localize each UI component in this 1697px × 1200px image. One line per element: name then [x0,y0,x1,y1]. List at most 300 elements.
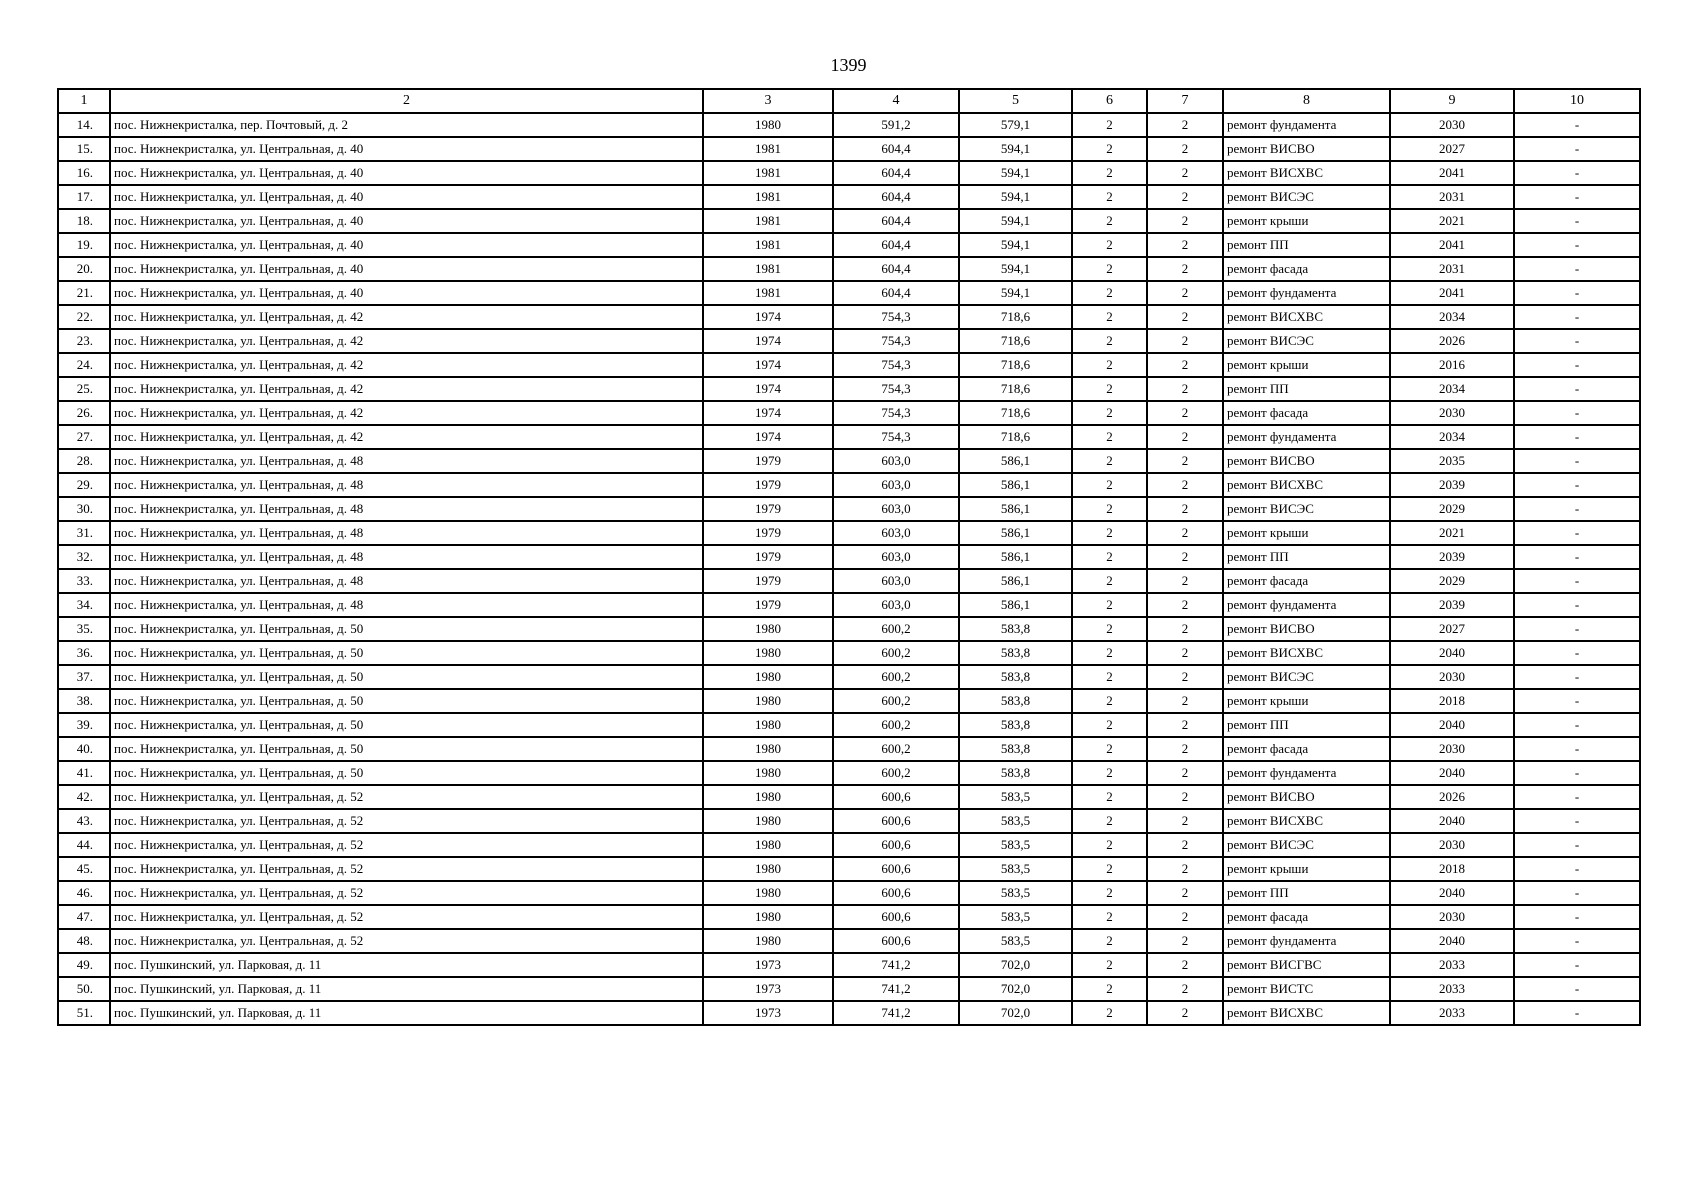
page-number: 1399 [830,55,867,75]
entrances-cell: 2 [1147,1001,1223,1025]
note-cell: - [1514,929,1640,953]
work-type-cell: ремонт ВИСЭС [1223,185,1390,209]
floors-cell: 2 [1072,929,1147,953]
total-area-cell: 604,4 [833,161,959,185]
total-area-cell: 600,6 [833,857,959,881]
planned-year-cell: 2041 [1390,233,1514,257]
floors-cell: 2 [1072,521,1147,545]
total-area-cell: 604,4 [833,209,959,233]
floors-cell: 2 [1072,473,1147,497]
row-number-cell: 46. [58,881,110,905]
planned-year-cell: 2026 [1390,785,1514,809]
planned-year-cell: 2027 [1390,137,1514,161]
entrances-cell: 2 [1147,329,1223,353]
total-area-cell: 754,3 [833,353,959,377]
address-cell: пос. Нижнекристалка, ул. Центральная, д. 52 [110,857,703,881]
floors-cell: 2 [1072,617,1147,641]
planned-year-cell: 2040 [1390,641,1514,665]
living-area-cell: 594,1 [959,233,1072,257]
living-area-cell: 583,8 [959,713,1072,737]
floors-cell: 2 [1072,185,1147,209]
note-cell: - [1514,305,1640,329]
year-built-cell: 1980 [703,617,833,641]
year-built-cell: 1980 [703,809,833,833]
floors-cell: 2 [1072,785,1147,809]
address-cell: пос. Нижнекристалка, ул. Центральная, д. 52 [110,809,703,833]
work-type-cell: ремонт ВИСВО [1223,785,1390,809]
work-type-cell: ремонт ПП [1223,377,1390,401]
row-number-cell: 32. [58,545,110,569]
work-type-cell: ремонт ВИСЭС [1223,329,1390,353]
address-cell: пос. Нижнекристалка, ул. Центральная, д. 42 [110,305,703,329]
floors-cell: 2 [1072,689,1147,713]
note-cell: - [1514,641,1640,665]
total-area-cell: 741,2 [833,953,959,977]
entrances-cell: 2 [1147,185,1223,209]
year-built-cell: 1981 [703,185,833,209]
row-number-cell: 34. [58,593,110,617]
note-cell: - [1514,833,1640,857]
year-built-cell: 1973 [703,1001,833,1025]
table-row [58,209,1640,233]
planned-year-cell: 2039 [1390,545,1514,569]
planned-year-cell: 2033 [1390,953,1514,977]
table-row [58,161,1640,185]
floors-cell: 2 [1072,857,1147,881]
work-type-cell: ремонт ВИСХВС [1223,161,1390,185]
address-cell: пос. Нижнекристалка, ул. Центральная, д. 42 [110,401,703,425]
row-number-cell: 26. [58,401,110,425]
table-row [58,761,1640,785]
table-row [58,857,1640,881]
floors-cell: 2 [1072,977,1147,1001]
living-area-cell: 718,6 [959,401,1072,425]
table-row [58,881,1640,905]
year-built-cell: 1979 [703,569,833,593]
living-area-cell: 594,1 [959,137,1072,161]
work-type-cell: ремонт фасада [1223,401,1390,425]
work-type-cell: ремонт ВИСХВС [1223,641,1390,665]
row-number-cell: 18. [58,209,110,233]
row-number-cell: 14. [58,113,110,137]
table-header [58,89,1640,113]
address-cell: пос. Нижнекристалка, ул. Центральная, д. 40 [110,257,703,281]
total-area-cell: 741,2 [833,977,959,1001]
table-row [58,329,1640,353]
work-type-cell: ремонт крыши [1223,353,1390,377]
table-row [58,689,1640,713]
year-built-cell: 1981 [703,137,833,161]
floors-cell: 2 [1072,761,1147,785]
living-area-cell: 586,1 [959,545,1072,569]
year-built-cell: 1980 [703,737,833,761]
row-number-cell: 50. [58,977,110,1001]
entrances-cell: 2 [1147,497,1223,521]
work-type-cell: ремонт фундамента [1223,761,1390,785]
table-row [58,953,1640,977]
address-cell: пос. Нижнекристалка, ул. Центральная, д. 48 [110,569,703,593]
planned-year-cell: 2033 [1390,1001,1514,1025]
column-header-7: 7 [1147,89,1223,113]
entrances-cell: 2 [1147,425,1223,449]
living-area-cell: 718,6 [959,425,1072,449]
table-row [58,929,1640,953]
table-row [58,257,1640,281]
total-area-cell: 603,0 [833,473,959,497]
note-cell: - [1514,881,1640,905]
total-area-cell: 600,6 [833,905,959,929]
living-area-cell: 702,0 [959,977,1072,1001]
total-area-cell: 600,6 [833,809,959,833]
address-cell: пос. Нижнекристалка, ул. Центральная, д. 52 [110,833,703,857]
planned-year-cell: 2034 [1390,377,1514,401]
row-number-cell: 30. [58,497,110,521]
living-area-cell: 583,8 [959,737,1072,761]
address-cell: пос. Нижнекристалка, ул. Центральная, д. 50 [110,737,703,761]
living-area-cell: 594,1 [959,281,1072,305]
row-number-cell: 48. [58,929,110,953]
work-type-cell: ремонт крыши [1223,209,1390,233]
total-area-cell: 600,2 [833,737,959,761]
year-built-cell: 1980 [703,761,833,785]
floors-cell: 2 [1072,113,1147,137]
address-cell: пос. Нижнекристалка, ул. Центральная, д. 50 [110,689,703,713]
row-number-cell: 35. [58,617,110,641]
entrances-cell: 2 [1147,377,1223,401]
address-cell: пос. Нижнекристалка, ул. Центральная, д. 42 [110,329,703,353]
living-area-cell: 583,5 [959,929,1072,953]
column-header-6: 6 [1072,89,1147,113]
entrances-cell: 2 [1147,833,1223,857]
planned-year-cell: 2040 [1390,881,1514,905]
year-built-cell: 1981 [703,281,833,305]
work-type-cell: ремонт ВИСВО [1223,617,1390,641]
note-cell: - [1514,281,1640,305]
entrances-cell: 2 [1147,281,1223,305]
row-number-cell: 36. [58,641,110,665]
address-cell: пос. Нижнекристалка, ул. Центральная, д. 50 [110,665,703,689]
entrances-cell: 2 [1147,761,1223,785]
entrances-cell: 2 [1147,473,1223,497]
note-cell: - [1514,545,1640,569]
note-cell: - [1514,593,1640,617]
note-cell: - [1514,497,1640,521]
work-type-cell: ремонт фундамента [1223,593,1390,617]
living-area-cell: 702,0 [959,953,1072,977]
row-number-cell: 16. [58,161,110,185]
row-number-cell: 40. [58,737,110,761]
living-area-cell: 583,8 [959,761,1072,785]
entrances-cell: 2 [1147,569,1223,593]
total-area-cell: 603,0 [833,521,959,545]
living-area-cell: 583,5 [959,833,1072,857]
living-area-cell: 718,6 [959,329,1072,353]
row-number-cell: 22. [58,305,110,329]
address-cell: пос. Нижнекристалка, ул. Центральная, д. 48 [110,497,703,521]
note-cell: - [1514,1001,1640,1025]
living-area-cell: 579,1 [959,113,1072,137]
floors-cell: 2 [1072,497,1147,521]
floors-cell: 2 [1072,1001,1147,1025]
address-cell: пос. Нижнекристалка, пер. Почтовый, д. 2 [110,113,703,137]
address-cell: пос. Нижнекристалка, ул. Центральная, д. 42 [110,353,703,377]
year-built-cell: 1980 [703,881,833,905]
floors-cell: 2 [1072,881,1147,905]
work-type-cell: ремонт крыши [1223,857,1390,881]
planned-year-cell: 2016 [1390,353,1514,377]
note-cell: - [1514,761,1640,785]
row-number-cell: 33. [58,569,110,593]
total-area-cell: 741,2 [833,1001,959,1025]
entrances-cell: 2 [1147,257,1223,281]
planned-year-cell: 2030 [1390,113,1514,137]
note-cell: - [1514,137,1640,161]
work-type-cell: ремонт ВИСХВС [1223,809,1390,833]
row-number-cell: 31. [58,521,110,545]
floors-cell: 2 [1072,281,1147,305]
row-number-cell: 27. [58,425,110,449]
total-area-cell: 600,2 [833,761,959,785]
year-built-cell: 1981 [703,233,833,257]
note-cell: - [1514,905,1640,929]
year-built-cell: 1974 [703,377,833,401]
column-header-5: 5 [959,89,1072,113]
total-area-cell: 603,0 [833,449,959,473]
living-area-cell: 583,8 [959,689,1072,713]
floors-cell: 2 [1072,425,1147,449]
column-header-4: 4 [833,89,959,113]
table-row [58,665,1640,689]
table-row [58,449,1640,473]
entrances-cell: 2 [1147,617,1223,641]
floors-cell: 2 [1072,137,1147,161]
floors-cell: 2 [1072,905,1147,929]
row-number-cell: 44. [58,833,110,857]
address-cell: пос. Нижнекристалка, ул. Центральная, д. 50 [110,641,703,665]
row-number-cell: 38. [58,689,110,713]
year-built-cell: 1974 [703,329,833,353]
note-cell: - [1514,425,1640,449]
work-type-cell: ремонт ВИСВО [1223,137,1390,161]
note-cell: - [1514,209,1640,233]
total-area-cell: 754,3 [833,305,959,329]
planned-year-cell: 2030 [1390,665,1514,689]
column-header-2: 2 [110,89,703,113]
year-built-cell: 1980 [703,905,833,929]
year-built-cell: 1979 [703,473,833,497]
note-cell: - [1514,473,1640,497]
year-built-cell: 1979 [703,521,833,545]
row-number-cell: 28. [58,449,110,473]
work-type-cell: ремонт ВИСЭС [1223,665,1390,689]
address-cell: пос. Нижнекристалка, ул. Центральная, д. 40 [110,137,703,161]
address-cell: пос. Нижнекристалка, ул. Центральная, д. 52 [110,881,703,905]
work-type-cell: ремонт фасада [1223,737,1390,761]
note-cell: - [1514,857,1640,881]
living-area-cell: 594,1 [959,161,1072,185]
floors-cell: 2 [1072,641,1147,665]
address-cell: пос. Нижнекристалка, ул. Центральная, д. 50 [110,713,703,737]
address-cell: пос. Нижнекристалка, ул. Центральная, д. 40 [110,281,703,305]
note-cell: - [1514,113,1640,137]
living-area-cell: 586,1 [959,449,1072,473]
note-cell: - [1514,521,1640,545]
living-area-cell: 594,1 [959,185,1072,209]
planned-year-cell: 2034 [1390,305,1514,329]
column-header-1: 1 [58,89,110,113]
planned-year-cell: 2027 [1390,617,1514,641]
table-row [58,713,1640,737]
year-built-cell: 1980 [703,857,833,881]
floors-cell: 2 [1072,665,1147,689]
total-area-cell: 754,3 [833,425,959,449]
note-cell: - [1514,449,1640,473]
note-cell: - [1514,689,1640,713]
living-area-cell: 586,1 [959,569,1072,593]
work-type-cell: ремонт крыши [1223,689,1390,713]
living-area-cell: 594,1 [959,257,1072,281]
table-body [58,113,1640,1025]
table-row [58,641,1640,665]
table-row [58,305,1640,329]
entrances-cell: 2 [1147,521,1223,545]
planned-year-cell: 2041 [1390,161,1514,185]
living-area-cell: 583,5 [959,809,1072,833]
entrances-cell: 2 [1147,305,1223,329]
planned-year-cell: 2040 [1390,929,1514,953]
total-area-cell: 604,4 [833,137,959,161]
table-row [58,833,1640,857]
address-cell: пос. Нижнекристалка, ул. Центральная, д. 40 [110,161,703,185]
planned-year-cell: 2029 [1390,569,1514,593]
address-cell: пос. Пушкинский, ул. Парковая, д. 11 [110,977,703,1001]
entrances-cell: 2 [1147,737,1223,761]
table-row [58,377,1640,401]
row-number-cell: 45. [58,857,110,881]
row-number-cell: 19. [58,233,110,257]
work-type-cell: ремонт ВИСХВС [1223,473,1390,497]
note-cell: - [1514,737,1640,761]
work-type-cell: ремонт ПП [1223,881,1390,905]
planned-year-cell: 2039 [1390,593,1514,617]
floors-cell: 2 [1072,329,1147,353]
note-cell: - [1514,809,1640,833]
planned-year-cell: 2040 [1390,713,1514,737]
planned-year-cell: 2030 [1390,401,1514,425]
total-area-cell: 754,3 [833,401,959,425]
address-cell: пос. Нижнекристалка, ул. Центральная, д. 48 [110,521,703,545]
planned-year-cell: 2035 [1390,449,1514,473]
floors-cell: 2 [1072,545,1147,569]
work-type-cell: ремонт фасада [1223,257,1390,281]
floors-cell: 2 [1072,377,1147,401]
total-area-cell: 603,0 [833,545,959,569]
living-area-cell: 583,8 [959,617,1072,641]
note-cell: - [1514,185,1640,209]
note-cell: - [1514,665,1640,689]
address-cell: пос. Нижнекристалка, ул. Центральная, д. 48 [110,545,703,569]
column-header-3: 3 [703,89,833,113]
header-row [58,89,1640,113]
living-area-cell: 702,0 [959,1001,1072,1025]
total-area-cell: 604,4 [833,257,959,281]
living-area-cell: 583,5 [959,881,1072,905]
work-type-cell: ремонт ПП [1223,545,1390,569]
table-row [58,809,1640,833]
table-row [58,233,1640,257]
note-cell: - [1514,257,1640,281]
note-cell: - [1514,953,1640,977]
row-number-cell: 47. [58,905,110,929]
address-cell: пос. Нижнекристалка, ул. Центральная, д. 40 [110,233,703,257]
row-number-cell: 21. [58,281,110,305]
floors-cell: 2 [1072,257,1147,281]
entrances-cell: 2 [1147,233,1223,257]
entrances-cell: 2 [1147,353,1223,377]
total-area-cell: 600,6 [833,881,959,905]
entrances-cell: 2 [1147,665,1223,689]
address-cell: пос. Нижнекристалка, ул. Центральная, д. 48 [110,473,703,497]
total-area-cell: 600,6 [833,929,959,953]
floors-cell: 2 [1072,209,1147,233]
entrances-cell: 2 [1147,209,1223,233]
work-type-cell: ремонт ВИСХВС [1223,1001,1390,1025]
year-built-cell: 1980 [703,929,833,953]
entrances-cell: 2 [1147,593,1223,617]
year-built-cell: 1979 [703,497,833,521]
row-number-cell: 29. [58,473,110,497]
floors-cell: 2 [1072,353,1147,377]
total-area-cell: 604,4 [833,233,959,257]
work-type-cell: ремонт ВИСГВС [1223,953,1390,977]
row-number-cell: 15. [58,137,110,161]
planned-year-cell: 2030 [1390,737,1514,761]
address-cell: пос. Нижнекристалка, ул. Центральная, д. 52 [110,929,703,953]
entrances-cell: 2 [1147,905,1223,929]
capital-repair-table [57,88,1641,1026]
work-type-cell: ремонт фундамента [1223,113,1390,137]
address-cell: пос. Нижнекристалка, ул. Центральная, д. 40 [110,185,703,209]
total-area-cell: 604,4 [833,185,959,209]
living-area-cell: 583,8 [959,665,1072,689]
entrances-cell: 2 [1147,449,1223,473]
entrances-cell: 2 [1147,785,1223,809]
table-row [58,473,1640,497]
table-row [58,401,1640,425]
planned-year-cell: 2040 [1390,761,1514,785]
entrances-cell: 2 [1147,641,1223,665]
total-area-cell: 604,4 [833,281,959,305]
note-cell: - [1514,353,1640,377]
row-number-cell: 23. [58,329,110,353]
planned-year-cell: 2040 [1390,809,1514,833]
table-row [58,905,1640,929]
entrances-cell: 2 [1147,881,1223,905]
year-built-cell: 1974 [703,353,833,377]
address-cell: пос. Пушкинский, ул. Парковая, д. 11 [110,1001,703,1025]
row-number-cell: 24. [58,353,110,377]
table-row [58,113,1640,137]
note-cell: - [1514,233,1640,257]
work-type-cell: ремонт фасада [1223,905,1390,929]
address-cell: пос. Нижнекристалка, ул. Центральная, д. 52 [110,785,703,809]
row-number-cell: 20. [58,257,110,281]
planned-year-cell: 2018 [1390,857,1514,881]
table-row [58,1001,1640,1025]
entrances-cell: 2 [1147,977,1223,1001]
work-type-cell: ремонт ВИСВО [1223,449,1390,473]
floors-cell: 2 [1072,953,1147,977]
